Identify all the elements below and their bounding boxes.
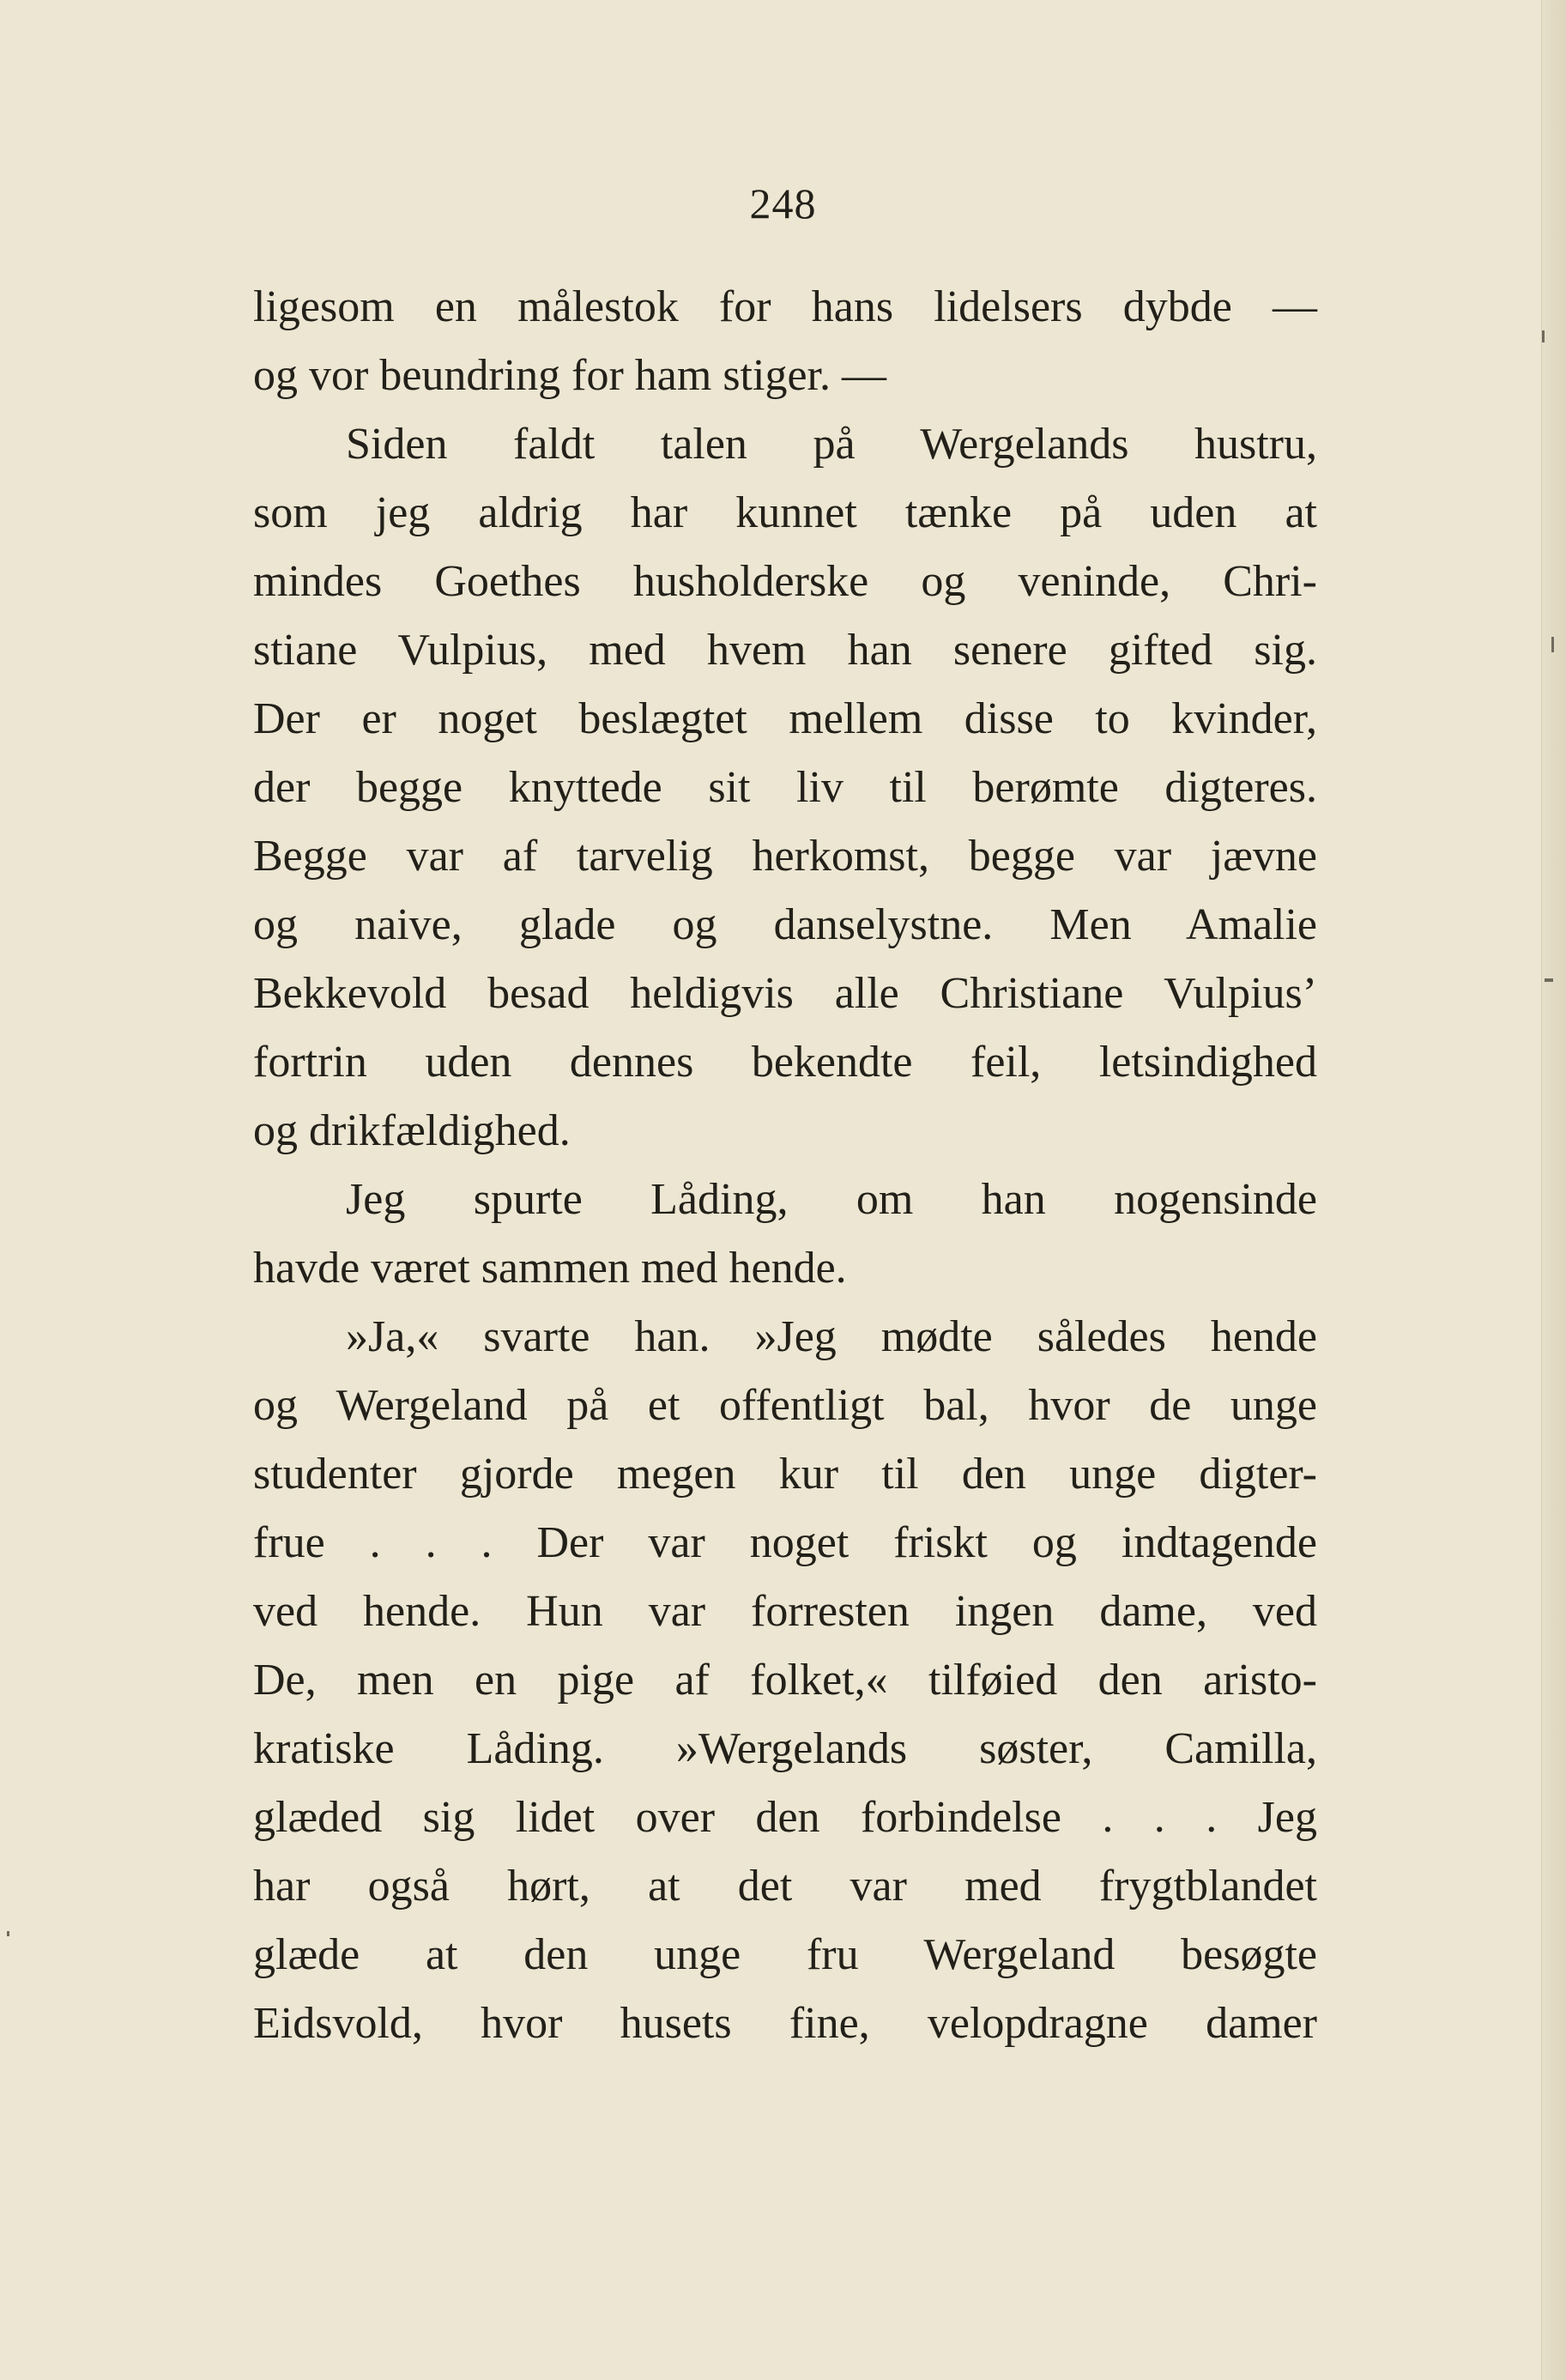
- paper-speck: [1542, 330, 1545, 342]
- text-line: »Ja,« svarte han. »Jeg mødte således hende: [346, 1312, 1317, 1361]
- paper-speck: [1551, 637, 1554, 652]
- text-line: havde været sammen med hende.: [253, 1244, 847, 1293]
- text-line: Jeg spurte Låding, om han nogensinde: [346, 1175, 1317, 1224]
- text-line: ligesom en målestok for hans lidelsers dybde —: [253, 282, 1317, 331]
- text-line: Siden faldt talen på Wergelands hustru,: [346, 420, 1317, 469]
- text-line: har også hørt, at det var med frygtblandet: [253, 1862, 1317, 1911]
- text-line: og drikfældighed.: [253, 1106, 571, 1155]
- text-line: kratiske Låding. »Wergelands søster, Camilla,: [253, 1724, 1317, 1773]
- text-line: og vor beundring for ham stiger. —: [253, 351, 886, 400]
- text-line: og naive, glade og danselystne. Men Amalie: [253, 900, 1317, 949]
- text-line: Bekkevold besad heldigvis alle Christiane Vulpius’: [253, 969, 1317, 1018]
- text-line: Eidsvold, hvor husets fine, velopdragne damer: [253, 1999, 1317, 2048]
- text-line: glæde at den unge fru Wergeland besøgte: [253, 1930, 1317, 1979]
- text-line: der begge knyttede sit liv til berømte digteres.: [253, 763, 1317, 812]
- text-line: fortrin uden dennes bekendte feil, letsindighed: [253, 1038, 1317, 1087]
- text-line: studenter gjorde megen kur til den unge digter-: [253, 1450, 1317, 1499]
- text-line: og Wergeland på et offentligt bal, hvor de unge: [253, 1381, 1317, 1430]
- page-edge: [1541, 0, 1566, 2380]
- text-line: Der er noget beslægtet mellem disse to kvinder,: [253, 694, 1317, 743]
- text-line: som jeg aldrig har kunnet tænke på uden at: [253, 488, 1317, 537]
- text-line: ved hende. Hun var forresten ingen dame, ved: [253, 1587, 1317, 1636]
- text-line: frue . . . Der var noget friskt og indtagende: [253, 1518, 1317, 1567]
- text-line: De, men en pige af folket,« tilføied den aristo-: [253, 1656, 1317, 1705]
- text-line: glæded sig lidet over den forbindelse . . . Jeg: [253, 1793, 1317, 1842]
- text-line: mindes Goethes husholderske og veninde, Chri-: [253, 557, 1317, 606]
- body-text: [253, 273, 1317, 2058]
- text-line: stiane Vulpius, med hvem han senere gifted sig.: [253, 626, 1317, 675]
- paper-speck: [1545, 978, 1553, 982]
- paper-speck: [7, 1931, 9, 1936]
- text-line: Begge var af tarvelig herkomst, begge var jævne: [253, 832, 1317, 881]
- page-number: 248: [749, 179, 817, 227]
